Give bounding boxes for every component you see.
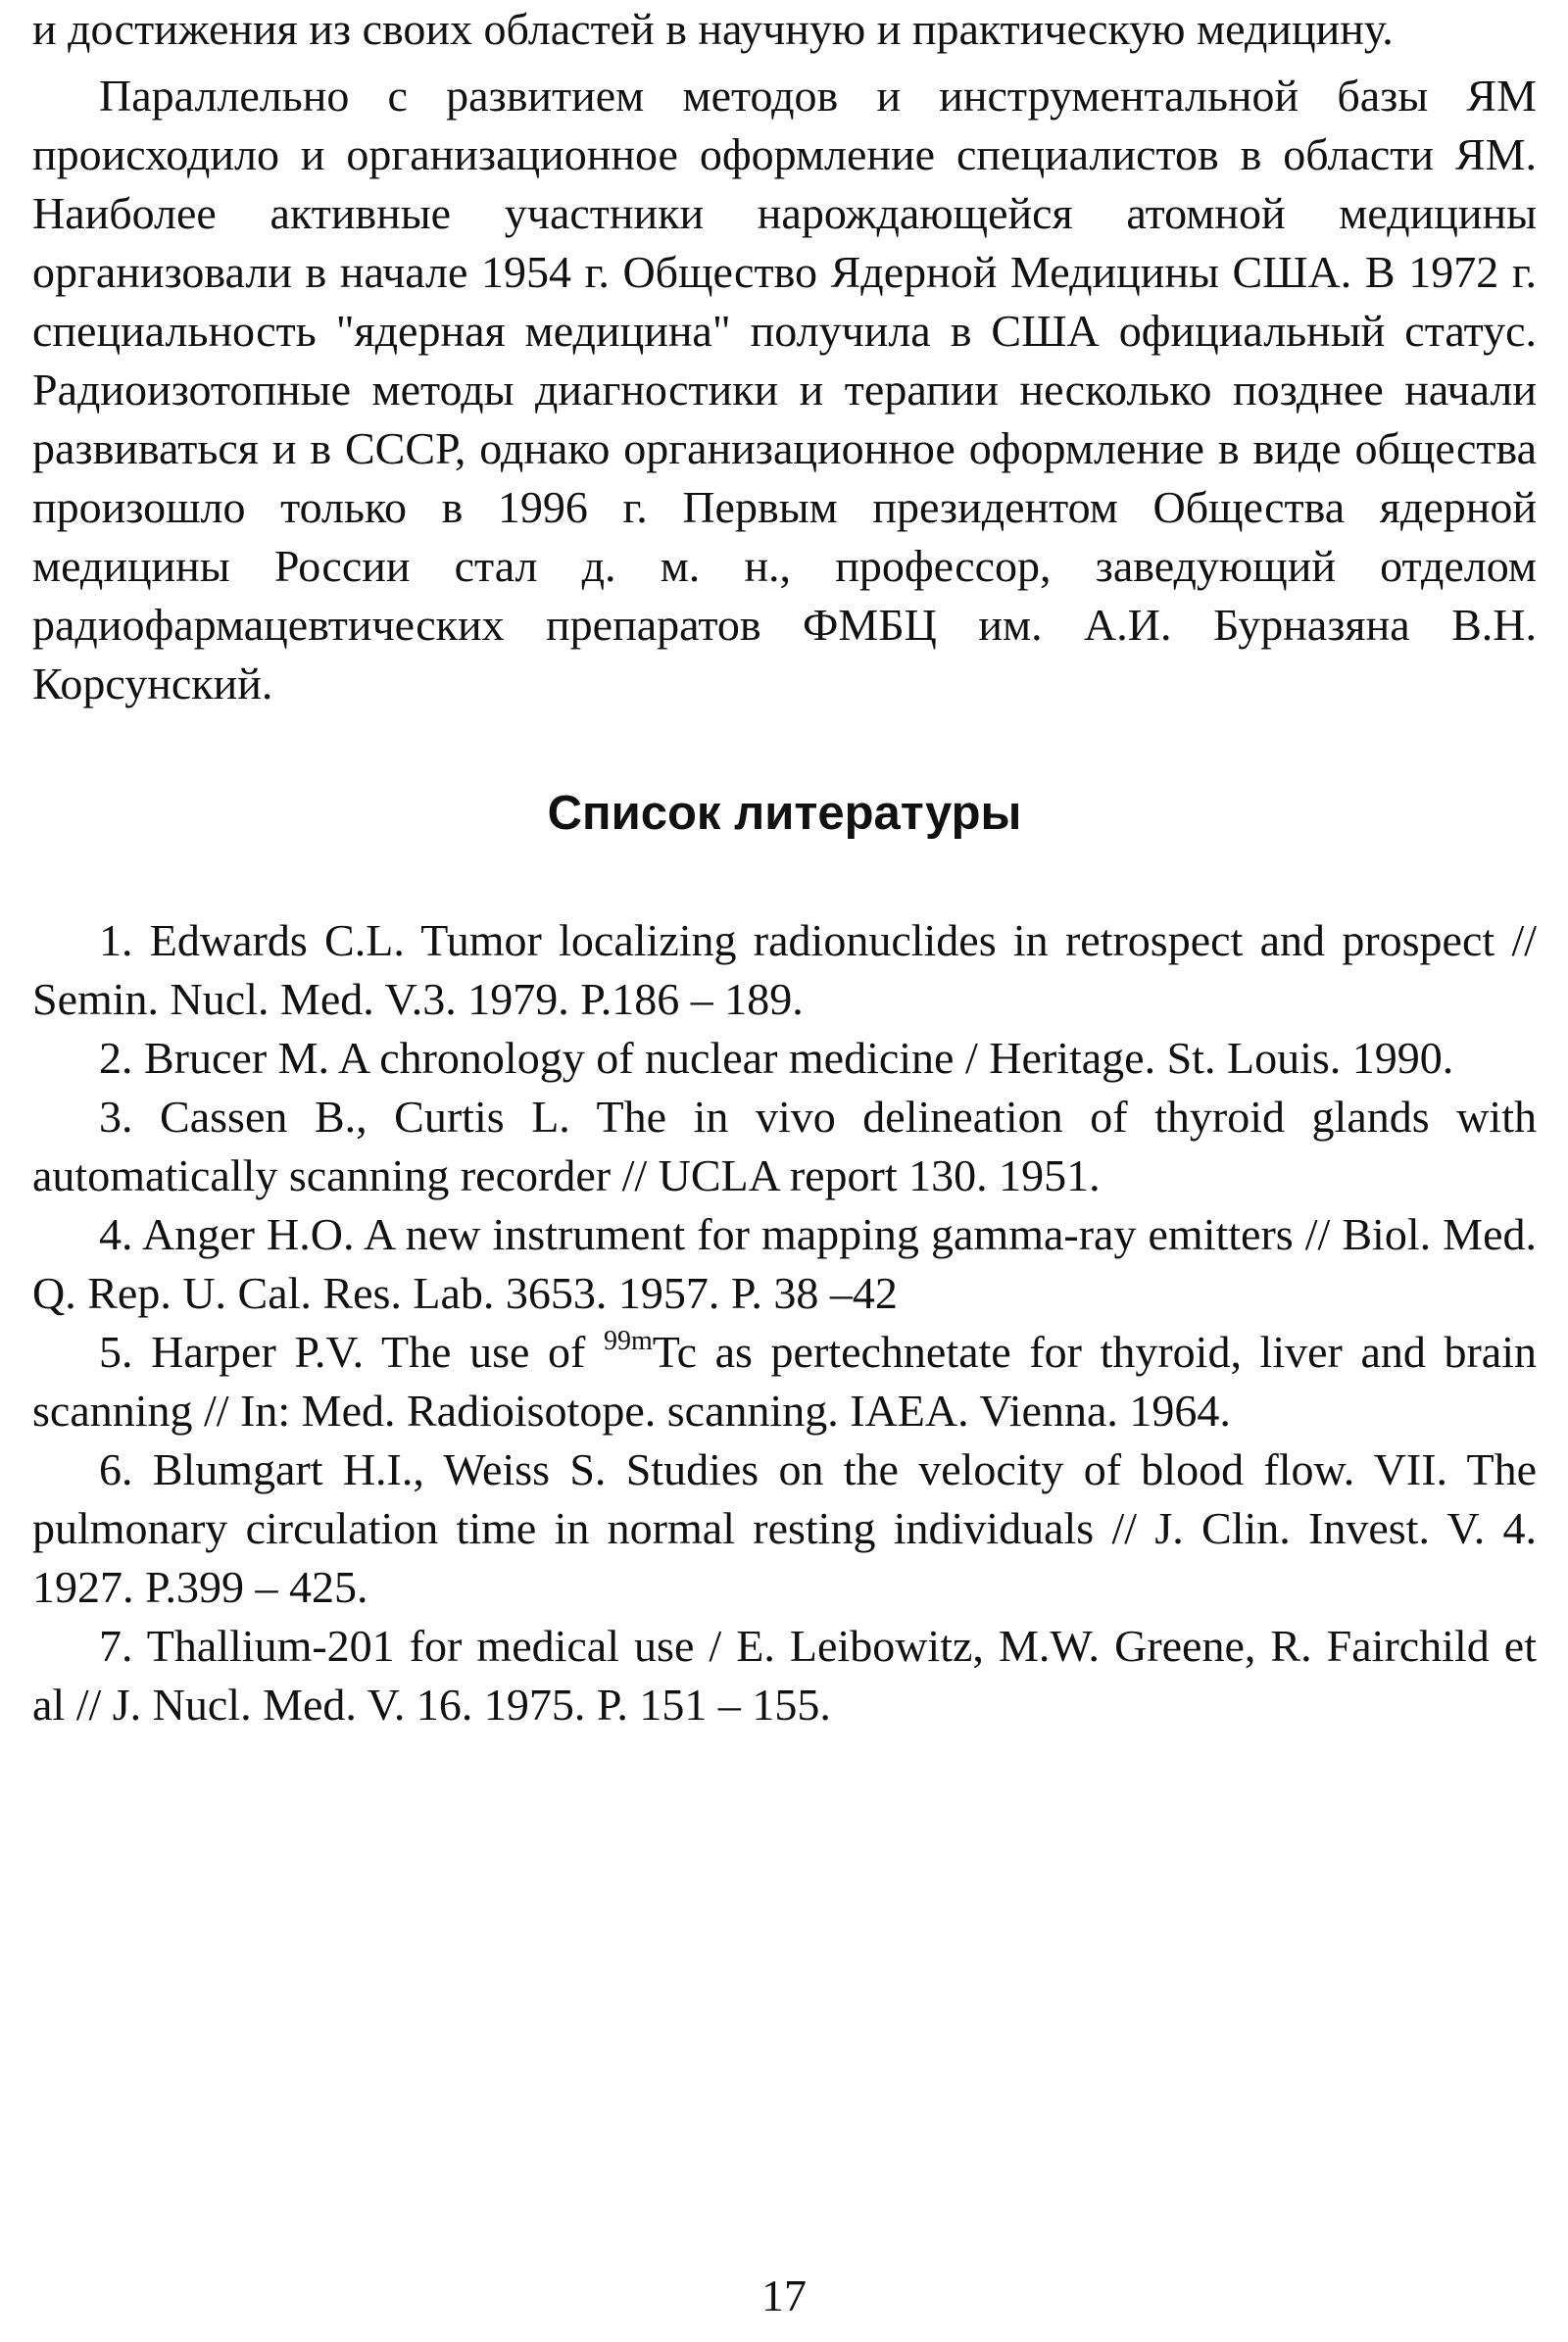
- page-number: 17: [761, 2270, 807, 2320]
- page-content: [32, 0, 1537, 1734]
- paragraph-organization-history: Параллельно с развитием методов и инструментальной базы ЯМ происходило и организационное оформление специалистов в области ЯМ. Наиболее активные участники нарождающейся атомной медицины организовали в начале 1954 г. Общество Ядерной Медицины США. В 1972 г. специальность "ядерная медицина" получила в США официальный статус. Радиоизотопные методы диагностики и терапии несколько позднее начали развиваться и в СССР, однако организационное оформление в виде общества произошло только в 1996 г. Первым президентом Общества ядерной медицины России стал д. м. н., профессор, заведующий отделом радиофармацевтических препаратов ФМБЦ им. А.И. Бурназяна В.Н. Корсунский.: [32, 71, 1537, 708]
- reference-item-5: [32, 1323, 1537, 1440]
- reference-item-2: 2. Brucer M. A chronology of nuclear medicine / Heritage. St. Louis. 1990.: [99, 1033, 1454, 1083]
- paragraph-continuation: и достижения из своих областей в научную и практическую медицину.: [32, 4, 1394, 54]
- reference-item-3: 3. Cassen B., Curtis L. The in vivo delineation of thyroid glands with automatically scanning recorder // UCLA report 130. 1951.: [32, 1092, 1537, 1200]
- isotope-mass-superscript: 99m: [603, 1326, 653, 1356]
- reference-item-1: 1. Edwards C.L. Tumor localizing radionuclides in retrospect and prospect // Semin. Nucl. Med. V.3. 1979. P.186 – 189.: [32, 915, 1537, 1024]
- reference-5-text-after: Tc as pertechnetate for thyroid, liver and brain scanning // In: Med. Radioisotope. scanning. IAEA. Vienna. 1964.: [32, 1327, 1537, 1436]
- references-heading: Список литературы: [547, 787, 1022, 840]
- references-list: [32, 911, 1537, 1734]
- reference-5-text-before: 5. Harper P.V. The use of: [99, 1327, 604, 1377]
- reference-item-7: 7. Thallium-201 for medical use / E. Leibowitz, M.W. Greene, R. Fairchild et al // J. Nucl. Med. V. 16. 1975. P. 151 – 155.: [32, 1621, 1537, 1730]
- reference-item-4: 4. Anger H.O. A new instrument for mapping gamma-ray emitters // Biol. Med. Q. Rep. U. Cal. Res. Lab. 3653. 1957. P. 38 –42: [32, 1209, 1537, 1318]
- reference-item-6: 6. Blumgart H.I., Weiss S. Studies on the velocity of blood flow. VII. The pulmonary circulation time in normal resting individuals // J. Clin. Invest. V. 4. 1927. P.399 – 425.: [32, 1444, 1537, 1612]
